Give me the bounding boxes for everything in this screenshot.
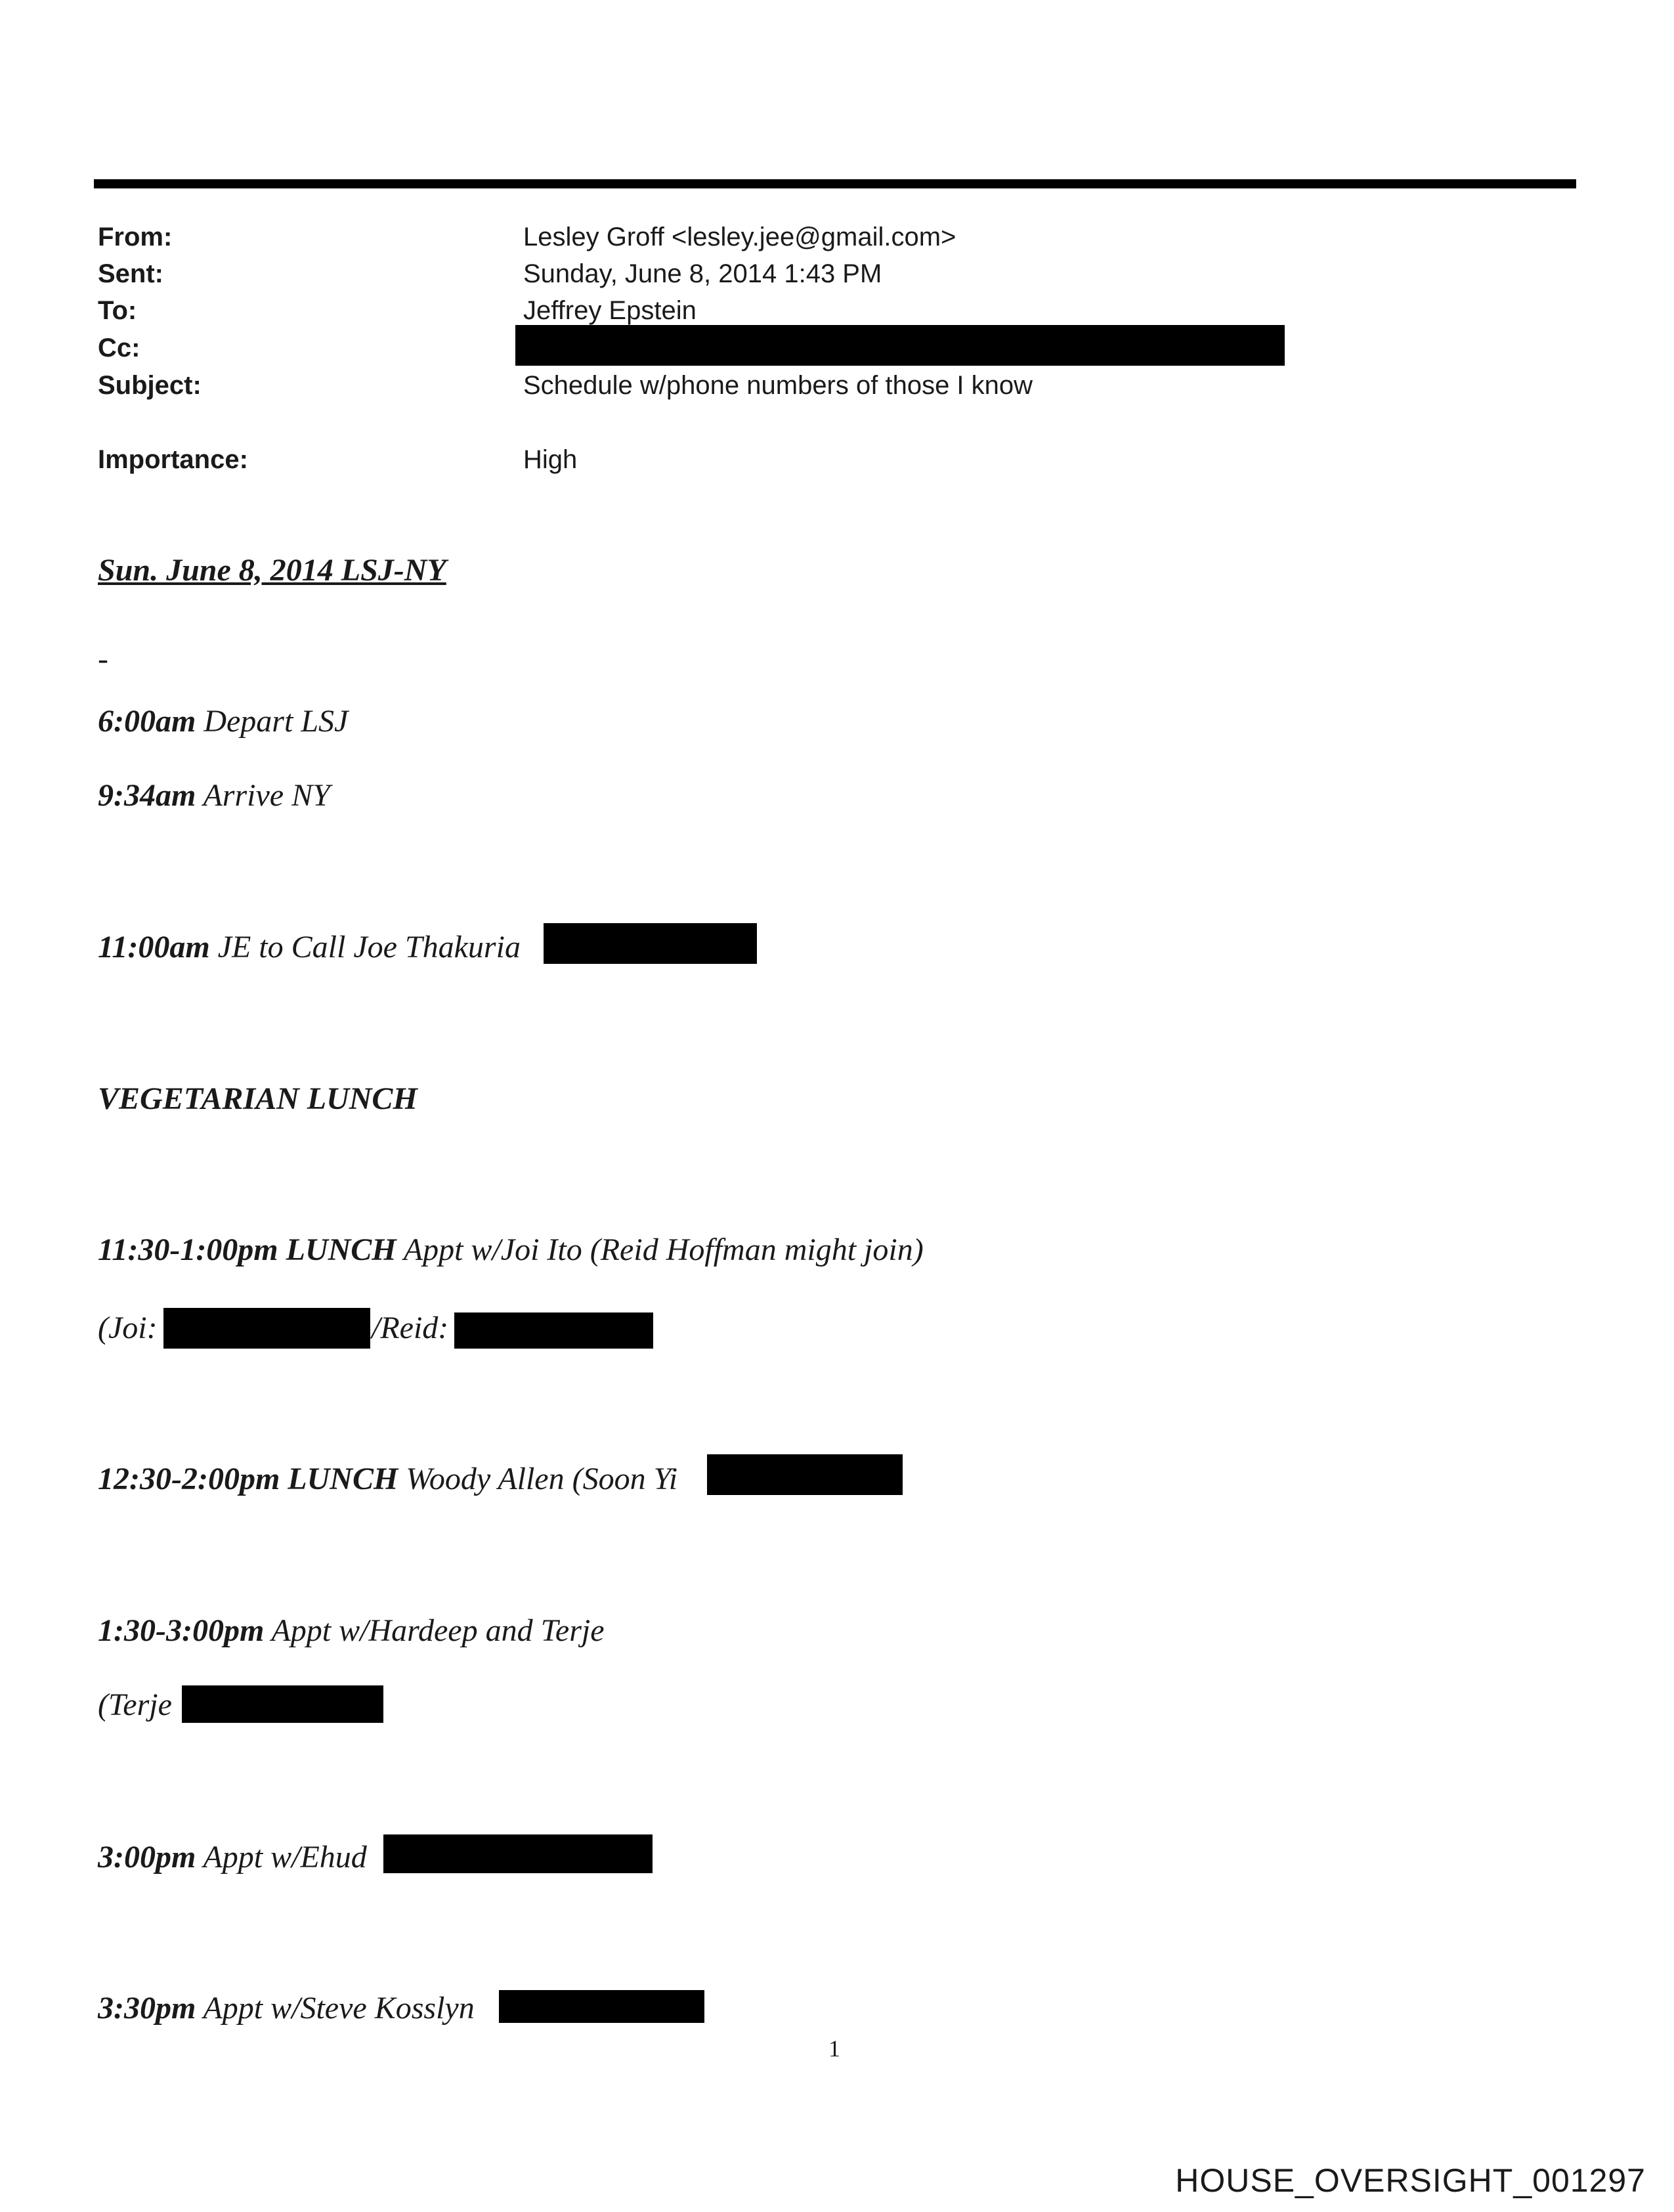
entry-text: Appt w/Steve Kosslyn: [196, 1991, 475, 2026]
schedule-entry-6: [98, 1612, 605, 1650]
sent-value: Sunday, June 8, 2014 1:43 PM: [523, 259, 882, 288]
entry-time: 3:00pm: [98, 1840, 196, 1875]
cc-redaction: [515, 325, 1285, 366]
importance-label: Importance:: [98, 445, 248, 474]
entry-text: JE to Call Joe Thakuria: [209, 930, 521, 965]
phone-redaction: [544, 923, 757, 964]
dash-line: -: [98, 641, 108, 676]
to-value: Jeffrey Epstein: [523, 296, 697, 325]
contact-line-terje: (Terje: [98, 1687, 172, 1722]
schedule-title: Sun. June 8, 2014 LSJ-NY: [98, 553, 446, 588]
phone-redaction: [499, 1990, 704, 2023]
importance-value: High: [523, 445, 578, 474]
subject-label: Subject:: [98, 371, 202, 400]
entry-time: 12:30-2:00pm LUNCH: [98, 1462, 398, 1496]
phone-redaction: [454, 1312, 653, 1349]
schedule-entry-4: [98, 1231, 924, 1269]
entry-time: 9:34am: [98, 778, 196, 813]
reid-label: /Reid:: [372, 1311, 449, 1345]
schedule-entry-1: [98, 703, 348, 741]
entry-time: 11:30-1:00pm LUNCH: [98, 1232, 397, 1267]
entry-time: 11:00am: [98, 930, 210, 965]
joi-label: (Joi:: [98, 1311, 158, 1345]
header-rule: [94, 179, 1576, 188]
entry-text: Appt w/Hardeep and Terje: [264, 1613, 605, 1648]
contact-line-joi: [98, 1309, 158, 1347]
cc-label: Cc:: [98, 334, 140, 362]
entry-text: Woody Allen (Soon Yi: [398, 1462, 678, 1496]
from-label: From:: [98, 223, 173, 251]
to-label: To:: [98, 296, 137, 325]
schedule-entry-3: [98, 928, 521, 966]
phone-redaction: [163, 1308, 370, 1349]
schedule-entry-5: [98, 1460, 677, 1498]
from-value: Lesley Groff <lesley.jee@gmail.com>: [523, 223, 956, 251]
subject-value: Schedule w/phone numbers of those I know: [523, 371, 1033, 400]
entry-time: 1:30-3:00pm: [98, 1613, 265, 1648]
phone-redaction: [182, 1685, 383, 1723]
schedule-entry-7: [98, 1838, 367, 1876]
entry-text: Arrive NY: [196, 778, 330, 813]
page-number: 1: [828, 2035, 840, 2062]
entry-time: 3:30pm: [98, 1991, 196, 2026]
bates-stamp: HOUSE_OVERSIGHT_001297: [1175, 2162, 1646, 2199]
phone-redaction: [383, 1834, 653, 1873]
sent-label: Sent:: [98, 259, 163, 288]
vegetarian-lunch-heading: VEGETARIAN LUNCH: [98, 1081, 418, 1116]
entry-text: Appt w/Joi Ito (Reid Hoffman might join): [396, 1232, 924, 1267]
phone-redaction: [707, 1454, 903, 1495]
entry-text: Appt w/Ehud: [196, 1840, 367, 1875]
entry-time: 6:00am: [98, 704, 196, 739]
entry-text: Depart LSJ: [196, 704, 349, 739]
schedule-entry-2: [98, 777, 330, 815]
schedule-entry-8: [98, 1989, 475, 2028]
